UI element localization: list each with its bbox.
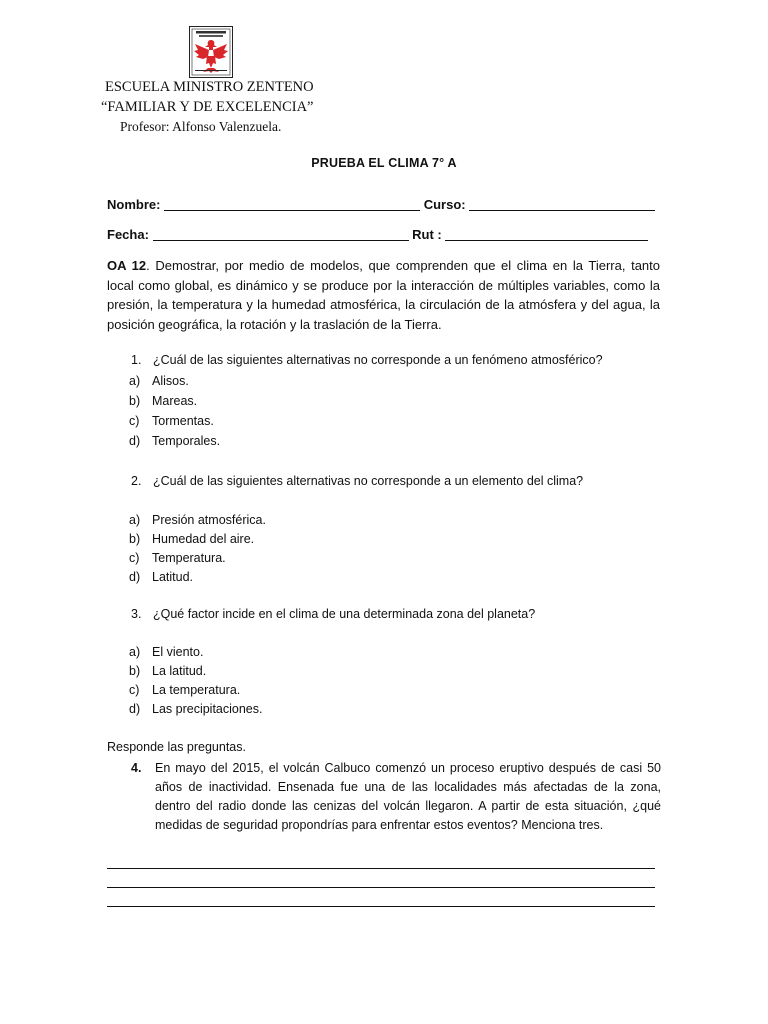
- option[interactable]: c) La temperatura.: [129, 683, 241, 697]
- option[interactable]: b) La latitud.: [129, 664, 207, 678]
- question-1: [131, 353, 603, 367]
- rut-label: Rut :: [412, 227, 442, 242]
- question-3: [131, 607, 535, 621]
- option[interactable]: c) Temperatura.: [129, 551, 226, 565]
- question-4-number: 4.: [131, 761, 142, 775]
- school-name: ESCUELA MINISTRO ZENTENO: [105, 79, 314, 95]
- option[interactable]: b) Mareas.: [129, 394, 198, 408]
- school-crest-logo: [189, 26, 233, 78]
- option[interactable]: a) Alisos.: [129, 374, 189, 388]
- nombre-field[interactable]: [164, 198, 420, 211]
- option[interactable]: a) Presión atmosférica.: [129, 513, 266, 527]
- question-3-text: ¿Qué factor incide en el clima de una determinada zona del planeta?: [153, 607, 536, 621]
- nombre-label: Nombre:: [107, 197, 161, 212]
- answer-line[interactable]: [107, 887, 655, 888]
- question-3-options: [129, 643, 262, 719]
- question-4-text: En mayo del 2015, el volcán Calbuco comenzó un proceso eruptivo después de casi 50 años de inactividad. Ensenada fue una de las localidades más afectadas de la zona, dentro del radio donde las cenizas del volcán llegaron. A partir de esta situación, ¿qué medidas de seguridad propondrías para enfrentar estos eventos? Menciona tres.: [155, 761, 661, 832]
- option[interactable]: d) Latitud.: [129, 570, 194, 584]
- objective-text: . Demostrar, por medio de modelos, que comprenden que el clima en la Tierra, tanto local como global, es dinámico y se produce por la interacción de múltiples variables, como la presión, la temperatura y la humedad atmosférica, la circulación de la atmósfera y del agua, la posición geográfica, la rotación y la traslación de la Tierra.: [107, 258, 661, 332]
- option[interactable]: b) Humedad del aire.: [129, 532, 255, 546]
- learning-objective: [107, 256, 660, 334]
- question-4: [131, 759, 661, 835]
- question-1-options: [129, 371, 220, 451]
- date-rut-row: [107, 227, 648, 242]
- option[interactable]: a) El viento.: [129, 645, 204, 659]
- question-1-number: 1.: [131, 353, 142, 367]
- open-section-instruction: Responde las preguntas.: [107, 740, 246, 754]
- question-3-number: 3.: [131, 607, 142, 621]
- question-2-text: ¿Cuál de las siguientes alternativas no corresponde a un elemento del clima?: [153, 474, 584, 488]
- fecha-label: Fecha:: [107, 227, 149, 242]
- teacher-name: Profesor: Alfonso Valenzuela.: [120, 119, 282, 134]
- curso-field[interactable]: [469, 198, 655, 211]
- question-2: [131, 474, 583, 488]
- answer-line[interactable]: [107, 868, 655, 869]
- rut-field[interactable]: [445, 228, 648, 241]
- option[interactable]: d) Las precipitaciones.: [129, 702, 263, 716]
- option[interactable]: c) Tormentas.: [129, 414, 214, 428]
- curso-label: Curso:: [423, 197, 466, 212]
- exam-title: PRUEBA EL CLIMA 7° A: [311, 156, 457, 170]
- option[interactable]: d) Temporales.: [129, 434, 221, 448]
- fecha-field[interactable]: [153, 228, 409, 241]
- name-course-row: [107, 197, 655, 212]
- question-1-text: ¿Cuál de las siguientes alternativas no corresponde a un fenómeno atmosférico?: [153, 353, 603, 367]
- question-2-options: [129, 511, 266, 587]
- school-motto: “FAMILIAR Y DE EXCELENCIA”: [101, 99, 314, 115]
- objective-code: OA 12: [107, 258, 147, 273]
- question-2-number: 2.: [131, 474, 142, 488]
- answer-line[interactable]: [107, 906, 655, 907]
